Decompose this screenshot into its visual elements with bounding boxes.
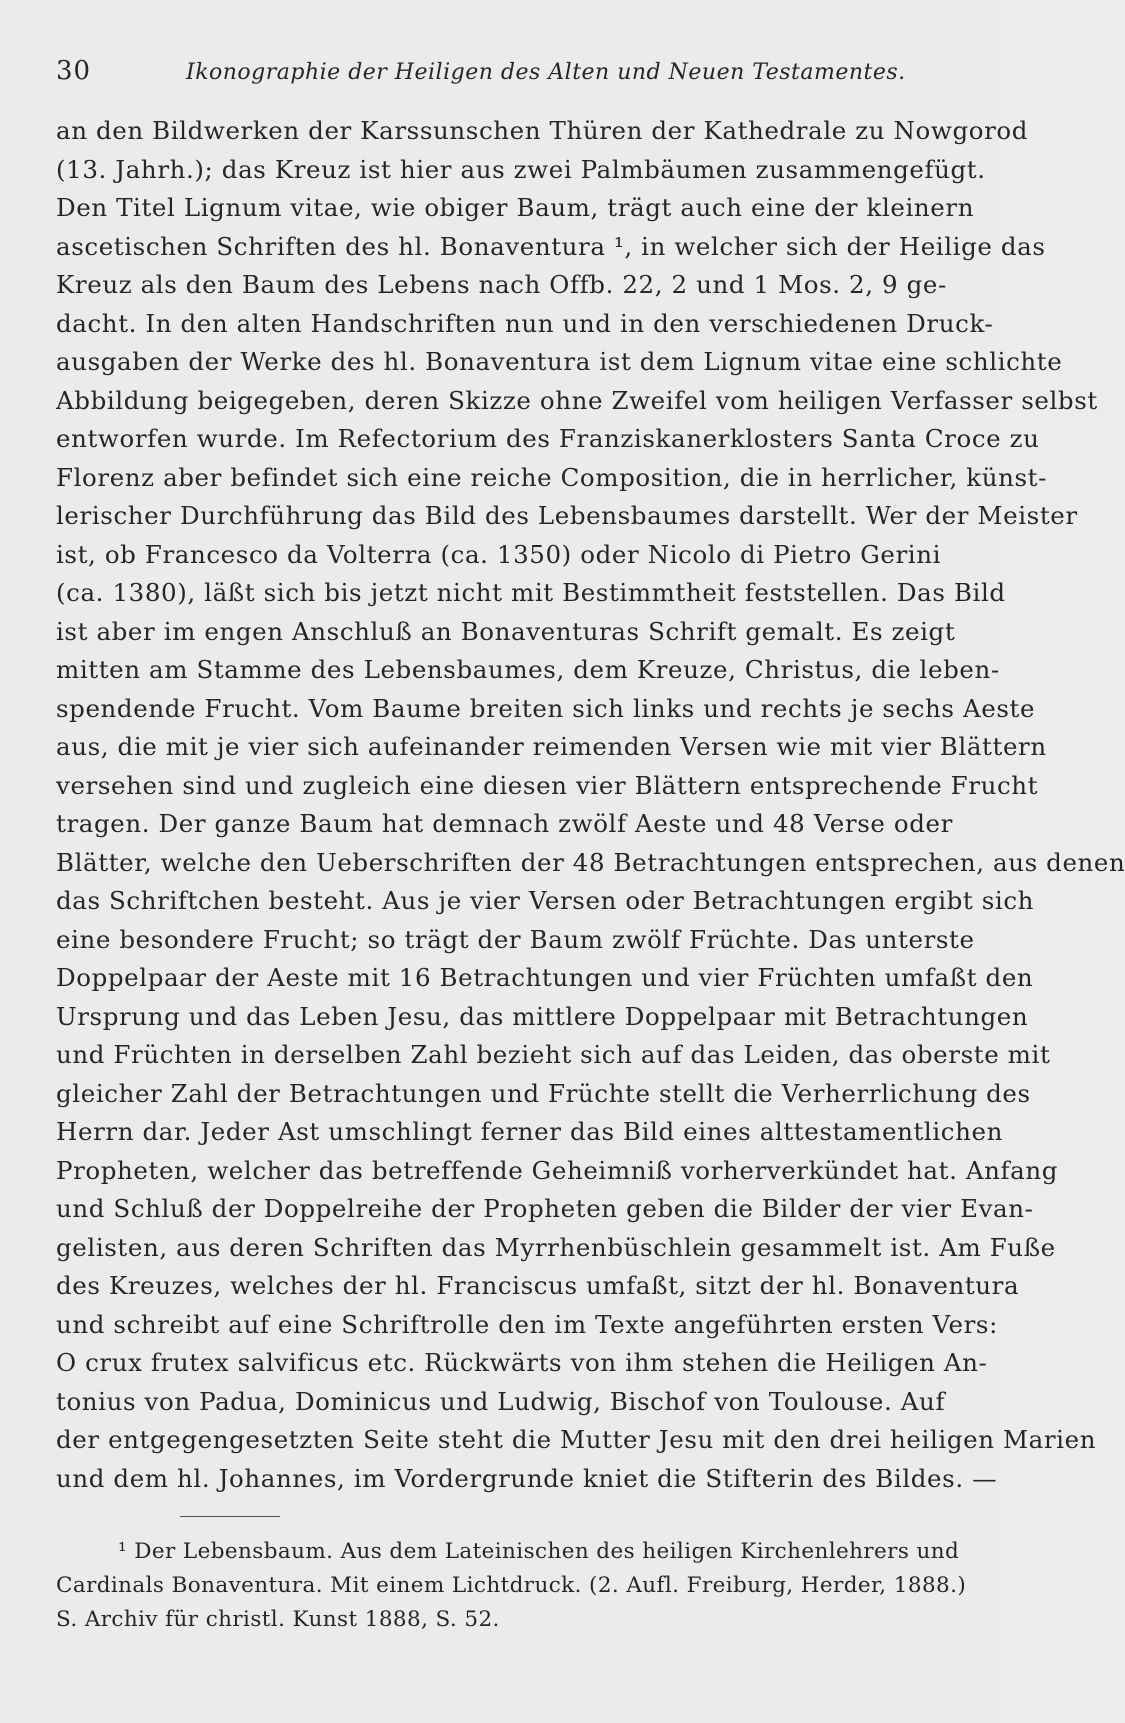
text-line: gleicher Zahl der Betrachtungen und Früchte stellt die Verherrlichung des: [56, 1078, 1031, 1108]
text-line: tragen. Der ganze Baum hat demnach zwölf Aeste und 48 Verse oder: [56, 809, 953, 838]
text-line: tonius von Padua, Dominicus und Ludwig, Bischof von Toulouse. Auf: [56, 1386, 946, 1416]
footnote-divider: [180, 1516, 280, 1517]
text-line: Propheten, welcher das betreffende Geheimniß vorherverkündet hat. Anfang: [56, 1155, 1059, 1185]
text-line: ist, ob Francesco da Volterra (ca. 1350) oder Nicolo di Pietro Gerini: [56, 539, 942, 569]
text-line: eine besondere Frucht; so trägt der Baum zwölf Früchte. Das unterste: [56, 924, 975, 954]
text-line: versehen sind und zugleich eine diesen vier Blättern entsprechende Frucht: [56, 770, 1039, 800]
text-line: Abbildung beigegeben, deren Skizze ohne Zweifel vom heiligen Verfasser selbst: [56, 385, 1098, 415]
text-line: (ca. 1380), läßt sich bis jetzt nicht mit Bestimmtheit feststellen. Das Bild: [56, 578, 1006, 607]
footnotes: [56, 1535, 978, 1637]
text-line: spendende Frucht. Vom Baume breiten sich links und rechts je sechs Aeste: [56, 693, 1036, 723]
text-line: Ursprung und das Leben Jesu, das mittlere Doppelpaar mit Betrachtungen: [56, 1001, 1029, 1031]
running-title: Ikonographie der Heiligen des Alten und Neuen Testamentes.: [186, 60, 906, 85]
text-line: und Früchten in derselben Zahl bezieht sich auf das Leiden, das oberste mit: [56, 1040, 1051, 1069]
text-line: (13. Jahrh.); das Kreuz ist hier aus zwei Palmbäumen zusammengefügt.: [56, 154, 986, 184]
text-line: Doppelpaar der Aeste mit 16 Betrachtungen und vier Früchten umfaßt den: [56, 963, 1034, 992]
text-line: und schreibt auf eine Schriftrolle den im Texte angeführten ersten Vers:: [56, 1309, 998, 1339]
text-line: ist aber im engen Anschluß an Bonaventuras Schrift gemalt. Es zeigt: [56, 616, 956, 646]
text-line: Kreuz als den Baum des Lebens nach Offb. 22, 2 und 1 Mos. 2, 9 ge-: [56, 270, 947, 299]
text-line: und Schluß der Doppelreihe der Propheten geben die Bilder der vier Evan-: [56, 1194, 1034, 1223]
footnote-line: ¹ Der Lebensbaum. Aus dem Lateinischen des heiligen Kirchenlehrers und: [118, 1539, 960, 1564]
text-line: Florenz aber befindet sich eine reiche Composition, die in herrlicher, künst-: [56, 462, 1048, 492]
text-line: ascetischen Schriften des hl. Bonaventura ¹, in welcher sich der Heilige das: [56, 231, 1046, 261]
text-line: Herrn dar. Jeder Ast umschlingt ferner das Bild eines alttestamentlichen: [56, 1117, 1003, 1146]
text-line: lerischer Durchführung das Bild des Lebensbaumes darstellt. Wer der Meister: [56, 501, 1078, 530]
footnote-line: Cardinals Bonaventura. Mit einem Lichtdruck. (2. Aufl. Freiburg, Herder, 1888.): [56, 1573, 967, 1598]
text-line: das Schriftchen besteht. Aus je vier Versen oder Betrachtungen ergibt sich: [56, 886, 1035, 915]
text-line: O crux frutex salvificus etc. Rückwärts von ihm stehen die Heiligen An-: [56, 1348, 988, 1377]
text-line: aus, die mit je vier sich aufeinander reimenden Versen wie mit vier Blättern: [56, 732, 1047, 761]
body-text: [56, 112, 1125, 1498]
footnote-line: S. Archiv für christl. Kunst 1888, S. 52.: [56, 1607, 500, 1632]
text-line: und dem hl. Johannes, im Vordergrunde kniet die Stifterin des Bildes. —: [56, 1463, 998, 1493]
text-line: Blätter, welche den Ueberschriften der 48 Betrachtungen entsprechen, aus denen: [56, 847, 1125, 877]
text-line: der entgegengesetzten Seite steht die Mutter Jesu mit den drei heiligen Marien: [56, 1425, 1097, 1454]
text-line: des Kreuzes, welches der hl. Franciscus umfaßt, sitzt der hl. Bonaventura: [56, 1271, 1020, 1300]
text-line: gelisten, aus deren Schriften das Myrrhenbüschlein gesammelt ist. Am Fuße: [56, 1232, 1056, 1262]
text-line: mitten am Stamme des Lebensbaumes, dem Kreuze, Christus, die leben-: [56, 655, 1000, 684]
text-line: dacht. In den alten Handschriften nun und in den verschiedenen Druck-: [56, 308, 994, 338]
text-line: Den Titel Lignum vitae, wie obiger Baum, trägt auch eine der kleinern: [56, 193, 975, 222]
page-header: [56, 52, 940, 92]
text-line: entworfen wurde. Im Refectorium des Franziskanerklosters Santa Croce zu: [56, 424, 1040, 453]
page-number: 30: [56, 56, 92, 86]
text-line: an den Bildwerken der Karssunschen Thüren der Kathedrale zu Nowgorod: [56, 116, 1029, 145]
text-line: ausgaben der Werke des hl. Bonaventura ist dem Lignum vitae eine schlichte: [56, 347, 1063, 376]
